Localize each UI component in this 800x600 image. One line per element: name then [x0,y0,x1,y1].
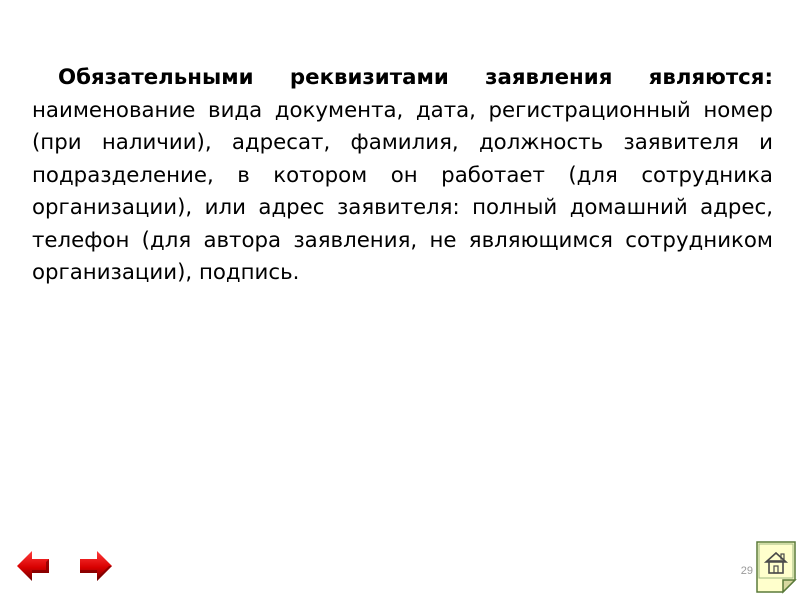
home-button[interactable] [755,540,797,594]
slide-lead-text: Обязательными реквизитами заявления являются: [58,65,773,90]
slide-body-text [32,62,773,290]
previous-slide-button[interactable] [16,549,50,583]
next-slide-button[interactable] [79,549,113,583]
home-icon [755,540,797,594]
arrow-left-icon [16,549,50,583]
arrow-right-icon [79,549,113,583]
slide-body-continuation: наименование вида документа, дата, регистрационный номер (при наличии), адресат, фамилия, должность заявителя и подразделение, в котором он работает (для сотрудника организации), или адрес заявителя: полный домашний адрес, телефон (для автора заявления, не являющимся сотрудником организации), подпись. [32,97,773,285]
page-number: 29 [740,565,753,577]
